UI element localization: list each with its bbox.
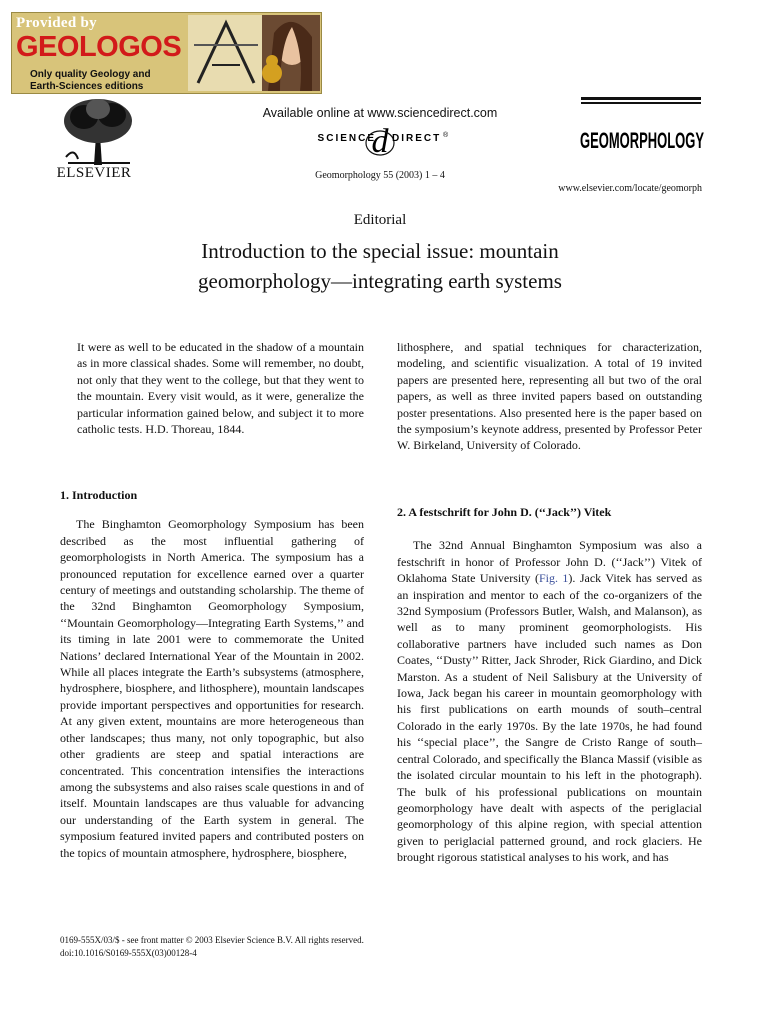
publisher-name: ELSEVIER bbox=[56, 165, 132, 181]
provider-banner[interactable] bbox=[11, 12, 322, 94]
section-introduction bbox=[60, 487, 364, 861]
figure-1-link[interactable]: Fig. 1 bbox=[538, 571, 569, 586]
section-2-text-before-ref: The 32nd Annual Binghamton Symposium was also a festschrift in honor of Professor John D. (‘‘Jack’’) Vitek of Oklahoma State University ( bbox=[397, 538, 702, 586]
section-1-paragraph: The Binghamton Geomorphology Symposium has been described as the most influential gathering of geomorphologists in North America. The symposium has a pronounced reputation for excellence earned over a quarter century of meetings and outstanding scholarship. The theme of the 32nd Binghamton Geomorphology Symposium, ‘‘Mountain Geomorphology—Integrating Earth Systems,’’ and its timing in late 2001 were to commemorate the United Nations’ declared International Year of the Mountain in 2002. While all places integrate the Earth’s subsystems (atmosphere, hydrosphere, biosphere, and lithosphere), mountain landscapes provide important perspectives and opportunities for research. At any given extent, mountains are more heterogeneous than other landscapes; thus many, not only topographic, but also other gradients are steep and spatial interactions are concentrated. This concentration intensifies the interactions among the subsystems and also raises scale questions in and of itself. Mountain landscapes are thus valuable for advancing our understanding of the Earth system in general. The symposium featured invited papers and contributed posters on the topics of mountain atmosphere, hydrosphere, biosphere, bbox=[60, 517, 364, 860]
banner-provided-by: Provided by bbox=[16, 15, 97, 31]
sd-registered: ® bbox=[443, 132, 449, 139]
sd-mark: d bbox=[371, 124, 389, 158]
article-title-line-1: Introduction to the special issue: mountain bbox=[201, 239, 559, 263]
banner-brand: GEOLOGOS bbox=[16, 31, 182, 63]
section-2-heading: 2. A festschrift for John D. (‘‘Jack’’) Vitek bbox=[397, 505, 612, 519]
journal-header-rules bbox=[581, 97, 701, 105]
continuation-paragraph: lithosphere, and spatial techniques for characterization, modeling, and scientific visualization. A total of 19 invited papers are presented here, representing all but two of the oral papers, as well as three invited papers based on outstanding poster presentations. Also presented here is the paper based on the symposium’s keynote address, presented by Professor Peter W. Birkeland, University of Colorado. bbox=[397, 340, 702, 453]
journal-name-text: GEOMORPHOLOGY bbox=[580, 128, 705, 153]
section-festschrift bbox=[397, 504, 702, 866]
banner-illustration-icon bbox=[188, 15, 320, 91]
article-title-line-2: geomorphology—integrating earth systems bbox=[198, 269, 562, 293]
section-2-text-after-ref: ). Jack Vitek has served as an inspiration and mentor to each of the co-organizers of the 32nd Symposium (Professors Butler, Walsh, and Malanson), as well as to many prominent geomorphologists. His collaborative partners have included such names as Don Coates, ‘‘Dusty’’ Ritter, Jack Shroder, Rick Giardino, and Dick Marston. As a student of Neil Salisbury at the University of Iowa, Jack began his career in mountain geomorphology with his first publications on earth mounds of south–central Colorado in the early 1970s. By the late 1970s, he had found his ‘‘special place’’, the Sangre de Cristo Range of south–central Colorado, and specifically the Blanca Massif (visible as the isolated circular mountain to his left in the photograph). The bulk of his professional publications on mountain geomorphology have dealt with aspects of the periglacial geomorphology of this alpine region, with special attention given to periglacial patterned ground, and rock glaciers. He brought rigorous statistical analyses to his work, and has bbox=[397, 571, 702, 865]
epigraph-text: It were as well to be educated in the shadow of a mountain as in more classical shades. Some will remember, no doubt, not only that they went to the college, but that they went to the mountain. Every visit would, as it were, generalize the particular information gained below, and subject it to more catholic tests. H.D. Thoreau, 1844. bbox=[77, 340, 364, 437]
section-2-paragraph bbox=[397, 537, 702, 865]
copyright-line: 0169-555X/03/$ - see front matter © 2003 Elsevier Science B.V. All rights reserved. bbox=[60, 935, 364, 945]
banner-tagline-1: Only quality Geology and bbox=[30, 69, 151, 80]
journal-citation: Geomorphology 55 (2003) 1 – 4 bbox=[315, 170, 445, 181]
banner-tagline-2: Earth-Sciences editions bbox=[30, 81, 144, 92]
section-1-heading: 1. Introduction bbox=[60, 488, 138, 502]
elsevier-tree-logo-icon bbox=[60, 97, 136, 165]
journal-url-link[interactable]: www.elsevier.com/locate/geomorph bbox=[558, 183, 702, 194]
column-2-continuation bbox=[397, 339, 702, 454]
epigraph bbox=[77, 339, 364, 437]
journal-name-logo bbox=[576, 118, 708, 158]
article-title bbox=[110, 236, 650, 296]
article-section-label: Editorial bbox=[353, 212, 407, 228]
doi-line[interactable]: doi:10.1016/S0169-555X(03)00128-4 bbox=[60, 947, 197, 958]
sd-right-word: DIRECT bbox=[392, 133, 442, 144]
science-direct-logo-icon[interactable] bbox=[240, 124, 520, 158]
page-footer bbox=[60, 934, 700, 959]
sd-left-word: SCIENCE bbox=[317, 133, 376, 144]
availability-line[interactable]: Available online at www.sciencedirect.com bbox=[262, 106, 498, 120]
